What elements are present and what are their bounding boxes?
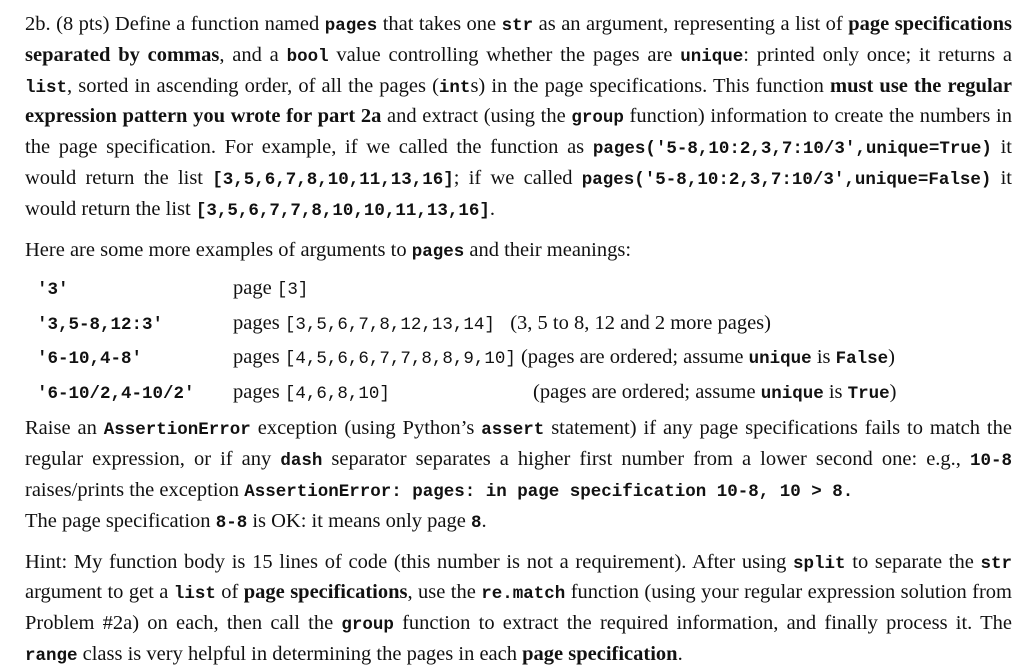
- hint-paragraph: [25, 548, 1012, 671]
- examples-table: [37, 272, 896, 410]
- code-split: split: [793, 553, 846, 574]
- text: , sorted in ascending order, of all the pages (: [67, 74, 439, 97]
- text: and their meanings:: [464, 238, 632, 261]
- code-example-result-nonunique: [3,5,6,7,7,8,10,10,11,13,16]: [195, 200, 490, 221]
- example-note: ): [889, 380, 897, 403]
- code-re-match: re.match: [481, 584, 566, 605]
- code-false: False: [835, 349, 889, 370]
- text: 2b. (8 pts) Define a function named: [25, 13, 325, 35]
- text: , and a: [219, 43, 287, 66]
- text: s) in the page specifications. This function: [470, 74, 831, 97]
- text: , use the: [407, 581, 482, 604]
- code-10-8: 10-8: [969, 451, 1012, 472]
- text: it would return the list: [25, 166, 1012, 220]
- text: .: [677, 642, 683, 665]
- example-argument: '3': [37, 280, 69, 301]
- example-note: (pages are ordered; assume: [515, 346, 749, 369]
- assertion-paragraph-cont: [25, 507, 1012, 538]
- text: The page specification: [25, 509, 216, 532]
- text: value controlling whether the pages are: [328, 43, 681, 66]
- assertion-paragraph: [25, 414, 1012, 506]
- example-row: [37, 272, 896, 307]
- text: separator separates a higher first number from a lower second one: e.g.,: [322, 448, 970, 471]
- example-result: [3]: [276, 280, 309, 301]
- text: exception (using Python’s: [250, 417, 482, 440]
- example-row: [37, 341, 896, 376]
- code-8-8: 8-8: [215, 512, 248, 533]
- text: .: [489, 197, 495, 220]
- code-example-call-unique-true: pages('5-8,10:2,3,7:10/3',unique=True): [592, 139, 992, 160]
- example-argument: '3,5-8,12:3': [37, 314, 164, 335]
- bold-term: must use the regular expression pattern you wrote for part 2a: [25, 74, 1012, 128]
- code-group: group: [341, 615, 394, 636]
- example-argument: '6-10/2,4-10/2': [37, 383, 195, 404]
- example-result: [4,5,6,6,7,7,8,8,9,10]: [284, 349, 516, 370]
- example-argument: '6-10,4-8': [37, 349, 143, 370]
- code-assertionerror: AssertionError: [103, 420, 251, 441]
- code-range: range: [25, 645, 78, 666]
- text: Hint: My function body is 15 lines of code (this number is not a requirement). After using: [25, 550, 794, 573]
- example-row: [37, 307, 896, 342]
- code-example-call-unique-false: pages('5-8,10:2,3,7:10/3',unique=False): [581, 169, 992, 190]
- text: argument to get a: [25, 581, 174, 604]
- code-list: list: [173, 584, 216, 605]
- text: function) information to create the numbers in the page specification. For example, if we called the function as: [25, 105, 1012, 159]
- example-note: is: [823, 380, 848, 403]
- text: function (using your regular expression solution from Problem #2a) on each, then call the: [25, 581, 1012, 635]
- code-unique: unique: [760, 383, 824, 404]
- text: and extract (using the: [381, 105, 572, 128]
- text: it would return the list: [25, 136, 1012, 189]
- code-group: group: [571, 108, 624, 129]
- text: ; if we called: [453, 166, 582, 189]
- code-bool: bool: [286, 46, 329, 67]
- text: of: [215, 581, 244, 604]
- example-note: is: [811, 346, 836, 369]
- code-dash: dash: [280, 451, 323, 472]
- code-unique: unique: [680, 46, 744, 67]
- code-unique: unique: [748, 349, 812, 370]
- text: to separate the: [845, 550, 981, 573]
- code-pages: pages: [324, 16, 378, 36]
- example-result: [3,5,6,7,8,12,13,14]: [284, 314, 495, 335]
- example-result: [4,6,8,10]: [284, 383, 390, 404]
- text: Here are some more examples of arguments to: [25, 238, 412, 261]
- example-word: page: [233, 277, 277, 300]
- example-note: ): [888, 346, 895, 369]
- example-row: [37, 376, 896, 411]
- code-str: str: [501, 16, 534, 36]
- code-str: str: [980, 553, 1013, 574]
- text: that takes one: [377, 13, 502, 35]
- code-assert: assert: [481, 420, 545, 441]
- bold-term: page specification: [522, 642, 678, 665]
- code-int: int: [438, 77, 471, 98]
- text: class is very helpful in determining the pages in each: [77, 642, 523, 665]
- bold-term: page specifications separated by commas: [25, 13, 1013, 66]
- text: Raise an: [25, 417, 104, 440]
- text: is OK: it means only page: [247, 509, 471, 532]
- example-word: pages: [233, 346, 285, 369]
- code-example-result-unique: [3,5,6,7,8,10,11,13,16]: [212, 169, 454, 190]
- problem-definition-paragraph: [25, 10, 1012, 226]
- example-word: pages: [233, 380, 285, 403]
- code-8: 8: [470, 512, 482, 533]
- examples-intro: [25, 236, 1012, 267]
- code-true: True: [847, 383, 890, 404]
- example-word: pages: [233, 311, 285, 334]
- example-note: (3, 5 to 8, 12 and 2 more pages): [494, 311, 771, 334]
- text: .: [481, 509, 487, 532]
- code-error-message: AssertionError: pages: in page specification 10-8, 10 > 8.: [244, 481, 854, 502]
- example-note: (pages are ordered; assume: [533, 380, 761, 403]
- text: : printed only once; it returns a: [743, 43, 1012, 66]
- text: statement) if any page specifications fails to match the regular expression, or if any: [25, 417, 1012, 471]
- text: as an argument, representing a list of: [533, 13, 849, 35]
- code-pages: pages: [411, 241, 465, 262]
- text: function to extract the required information, and finally process it. The: [393, 612, 1012, 635]
- text: raises/prints the exception: [25, 478, 245, 501]
- bold-term: page specifications: [243, 581, 408, 604]
- code-list: list: [25, 77, 68, 98]
